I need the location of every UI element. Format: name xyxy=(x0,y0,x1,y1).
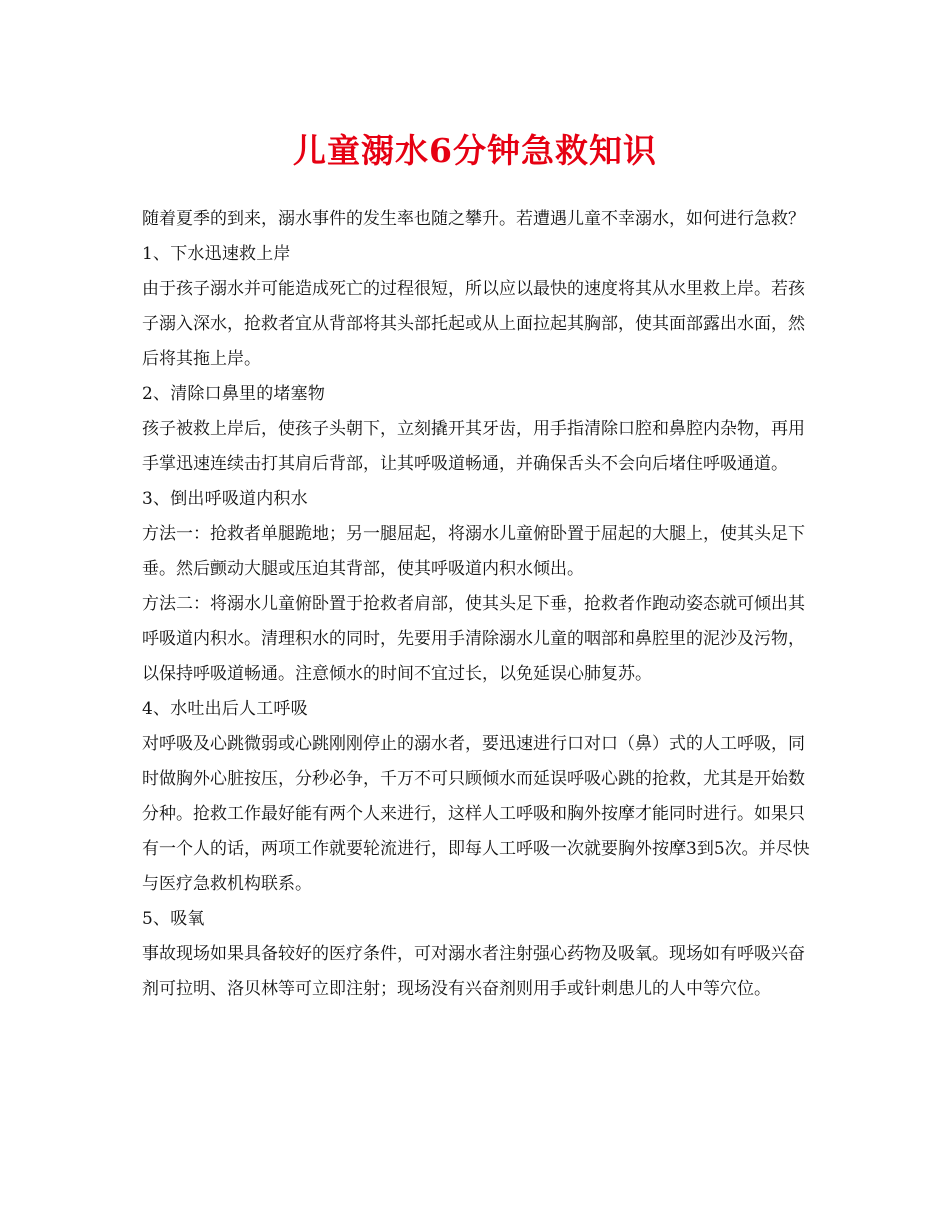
section-3-paragraph-1: 方法一：抢救者单腿跪地；另一腿屈起，将溺水儿童俯卧置于屈起的大腿上，使其头足下垂。然后颤动大腿或压迫其背部，使其呼吸道内积水倾出。 xyxy=(142,524,805,579)
section-heading-2: 2、清除口鼻里的堵塞物 xyxy=(142,384,326,404)
section-heading-1: 1、下水迅速救上岸 xyxy=(142,244,291,264)
intro-paragraph: 随着夏季的到来，溺水事件的发生率也随之攀升。若遭遇儿童不幸溺水，如何进行急救？ xyxy=(142,209,805,229)
document-body xyxy=(142,202,820,1007)
section-3-paragraph-2: 方法二：将溺水儿童俯卧置于抢救者肩部，使其头足下垂，抢救者作跑动姿态就可倾出其呼吸道内积水。清理积水的同时，先要用手清除溺水儿童的咽部和鼻腔里的泥沙及污物，以保持呼吸道畅通。注意倾水的时间不宜过长，以免延误心肺复苏。 xyxy=(142,594,805,684)
section-2-paragraph-1: 孩子被救上岸后，使孩子头朝下，立刻撬开其牙齿，用手指清除口腔和鼻腔内杂物，再用手掌迅速连续击打其肩后背部，让其呼吸道畅通，并确保舌头不会向后堵住呼吸通道。 xyxy=(142,419,805,474)
section-4-paragraph-1: 对呼吸及心跳微弱或心跳刚刚停止的溺水者，要迅速进行口对口（鼻）式的人工呼吸，同时做胸外心脏按压，分秒必争，千万不可只顾倾水而延误呼吸心跳的抢救，尤其是开始数分种。抢救工作最好能有两个人来进行，这样人工呼吸和胸外按摩才能同时进行。如果只有一个人的话，两项工作就要轮流进行，即每人工呼吸一次就要胸外按摩3到5次。并尽快与医疗急救机构联系。 xyxy=(142,734,810,894)
section-5-paragraph-1: 事故现场如果具备较好的医疗条件，可对溺水者注射强心药物及吸氧。现场如有呼吸兴奋剂可拉明、洛贝林等可立即注射；现场没有兴奋剂则用手或针刺患儿的人中等穴位。 xyxy=(142,944,805,999)
section-heading-3: 3、倒出呼吸道内积水 xyxy=(142,489,308,509)
document-title: 儿童溺水6分钟急救知识 xyxy=(293,131,657,170)
section-1-paragraph-1: 由于孩子溺水并可能造成死亡的过程很短，所以应以最快的速度将其从水里救上岸。若孩子溺入深水，抢救者宜从背部将其头部托起或从上面拉起其胸部，使其面部露出水面，然后将其拖上岸。 xyxy=(142,279,805,369)
section-heading-4: 4、水吐出后人工呼吸 xyxy=(142,699,308,719)
section-heading-5: 5、吸氧 xyxy=(142,909,205,929)
